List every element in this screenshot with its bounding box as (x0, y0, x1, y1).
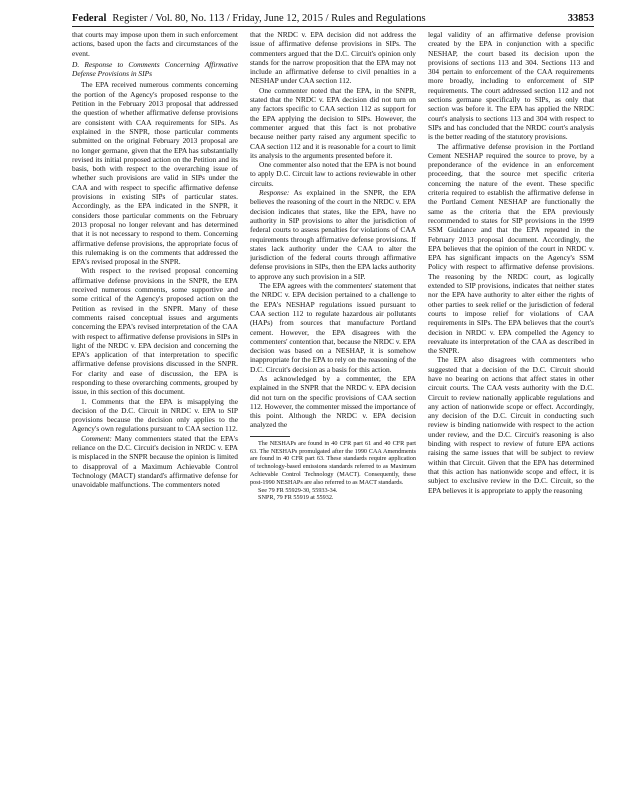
paragraph: The affirmative defense provision in the Portland Cement NESHAP required the source to prove, by a preponderance of the evidence in an enforcement proceeding, that the source met specific criteria concerning the nature of the event. These specific criteria required to establish the affirmative defense in the Portland Cement NESHAP are functionally the same as the criteria that the EPA previously recommended to states for SIP provisions in the 1999 SSM Guidance and that the EPA repeated in the February 2013 proposal document. Accordingly, the EPA believes that the opinion of the court in NRDC v. EPA has significant impacts on the Agency's SSM Policy with respect to affirmative defense provisions. The reasoning by the NRDC court, as logically extended to SIP provisions, indicates that neither states nor the EPA have authority to alter either the rights of other parties to seek relief or the jurisdiction of federal courts to impose relief for violations of CAA requirements in SIPs. The EPA believes that the court's decision in NRDC v. EPA compelled the Agency to reevaluate its interpretation of the CAA as described in the SNPR. (428, 141, 594, 356)
paragraph: that the NRDC v. EPA decision did not address the issue of affirmative defense provisions in SIPs. The commenters argued that the D.C. Circuit's opinion only stands for the narrow proposition that the EPA may not include an affirmative defense to civil penalties in a NESHAP under CAA section 112. (250, 30, 416, 86)
footnotes (250, 440, 416, 502)
issue-info: Register / Vol. 80, No. 113 / Friday, June 12, 2015 / Rules and Regulations (112, 13, 426, 24)
footnote: SNPR, 79 FR 55919 at 55932. (258, 494, 334, 502)
paragraph: legal validity of an affirmative defense provision created by the EPA in conjunction with a specific NESHAP, the court based its decision upon the provisions of sections 113 and 304. Sections 113 and 304 pertain to enforcement of the CAA requirements more broadly, including to enforcement of SIP requirements. The court addressed section 112 and not sections germane specifically to SIPs, as only that section was before it. The EPA has applied the NRDC court's analysis to sections 113 and 304 with respect to SIPs and has concluded that the NRDC court's analysis is the better reading of the statutory provisions. (428, 30, 594, 142)
paragraph: As acknowledged by a commenter, the EPA explained in the SNPR that the NRDC v. EPA decision did not turn on the specific provisions of CAA section 112. However, the commenter missed the importance of this point. Although the NRDC v. EPA decision analyzed the (250, 373, 416, 430)
footnote-divider (250, 436, 290, 437)
paragraph: The EPA received numerous comments concerning the portion of the Agency's proposed response to the Petition in the February 2013 proposal that addressed the question of whether affirmative defense provisions are consistent with CAA requirements for SIPs. As explained in the SNPR, those particular comments submitted on the original February 2013 proposal are no longer germane, given that the EPA has substantially revised its initial proposed action on the Petition and its basis, both with respect to the overarching issue of whether such provisions are valid in SIPs under the CAA and with respect to specific affirmative defense provisions in existing SIPs of particular states. Accordingly, as the EPA indicated in the SNPR, it considers those particular comments on the February 2013 proposal no longer relevant and has determined that it is not necessary to respond to them. Concerning affirmative defense provisions, the appropriate focus of this rulemaking is on the comments that addressed the EPA's revised proposal in the SNPR. (72, 80, 238, 267)
text-columns (72, 30, 594, 780)
page-header (72, 8, 594, 27)
footnote: The NESHAPs are found in 40 CFR part 61 and 40 CFR part 63. The NESHAPs promulgated after the 1990 CAA Amendments are found in 40 CFR part 63. These standards require application of technology-based emissions standards referred to as Maximum Achievable Control Technology (MACT). Consequently, these post-1990 NESHAPs are also referred to as MACT standards. (250, 439, 416, 486)
paragraph-text: As explained in the SNPR, the EPA believes the reasoning of the court in the NRDC v. EPA decision indicates that states, like the EPA, have no authority in SIP provisions to alter the jurisdiction of federal courts to assess penalties for violations of CAA requirements through affirmative defense provisions. If states lack authority under the CAA to alter the jurisdiction of the federal courts through affirmative defense provisions in SIPs, then the EPA lacks authority to approve any such provision in a SIP. (250, 188, 416, 281)
paragraph (72, 434, 238, 490)
page-number: 33853 (567, 13, 594, 24)
paragraph (250, 188, 416, 281)
paragraph: With respect to the revised proposal concerning affirmative defense provisions in the SNPR, the EPA received numerous comments, some supportive and some critical of the Agency's proposed action on the Petition as revised in the SNPR. Many of these comments raised conceptual issues and arguments concerning the EPA's revised interpretation of the CAA with respect to affirmative defense provisions in SIPs in light of the NRDC v. EPA decision and concerning the EPA's application of that interpretation to specific affirmative defense provisions discussed in the SNPR. For clarity and ease of discussion, the EPA is responding to these overarching comments, grouped by issue, in this section of this document. (72, 266, 238, 397)
paragraph: One commenter also noted that the EPA is not bound to apply D.C. Circuit law to actions reviewable in other circuits. (250, 160, 416, 188)
response-label: Response: (259, 188, 290, 198)
column-3 (428, 30, 594, 780)
paragraph-text: Many commenters stated that the EPA's reliance on the D.C. Circuit's decision in NRDC v. EPA is misplaced in the SNPR because the opinion is limited to disapproval of a Maximum Achievable Control Technology (MACT) standard's affirmative defense for unavoidable malfunctions. The commenters noted (72, 433, 238, 490)
paragraph: that courts may impose upon them in such enforcement actions, based upon the facts and circumstances of the event. (72, 30, 238, 58)
paragraph: 1. Comments that the EPA is misapplying the decision of the D.C. Circuit in NRDC v. EPA to SIP provisions because the decision only applies to the Agency's own regulations pursuant to CAA section 112. (72, 396, 238, 434)
footnote: See 79 FR 55929-30, 55933-34. (258, 486, 338, 494)
paragraph: The EPA also disagrees with commenters who suggested that a decision of the D.C. Circuit should have no bearing on actions that affect states in other circuit courts. The CAA vests authority with the D.C. Circuit to review nationally applicable regulations and any action of nationwide scope or effect. Accordingly, any decision of the D.C. Circuit in conducting such review is binding nationwide with respect to the action under review, and the D.C. Circuit's reasoning is also binding with respect to review of future EPA actions raising the same issues that will be subject to review within that Circuit. Given that the EPA has determined that this action has nationwide scope and effect, it is subject to exclusive review in the D.C. Circuit, so the EPA believes it is appropriate to apply the reasoning (428, 355, 594, 495)
column-2 (250, 30, 416, 780)
paragraph: The EPA agrees with the commenters' statement that the NRDC v. EPA decision pertained to a challenge to the EPA's NESHAP regulations issued pursuant to CAA section 112 to regulate hazardous air pollutants (HAPs) from sources that manufacture Portland cement. However, the EPA disagrees with the commenters' contention that, because the NRDC v. EPA decision was based on a NESHAP, it is somehow inappropriate for the EPA to rely on the reasoning of the D.C. Circuit's decision as a basis for this action. (250, 281, 416, 374)
paragraph: One commenter noted that the EPA, in the SNPR, stated that the NRDC v. EPA decision did not turn on any factors specific to CAA section 112 as support for the EPA applying the decision to SIPs. However, the commenter argued that this fact is not probative because neither party raised any argument specific to CAA section 112 and it is reasonable for a court to limit its analysis to the arguments presented before it. (250, 85, 416, 160)
journal-name: Federal (72, 13, 107, 24)
section-heading: D. Response to Comments Concerning Affirmative Defense Provisions in SIPs (72, 59, 238, 79)
comment-label: Comment: (81, 433, 112, 443)
column-1 (72, 30, 238, 780)
